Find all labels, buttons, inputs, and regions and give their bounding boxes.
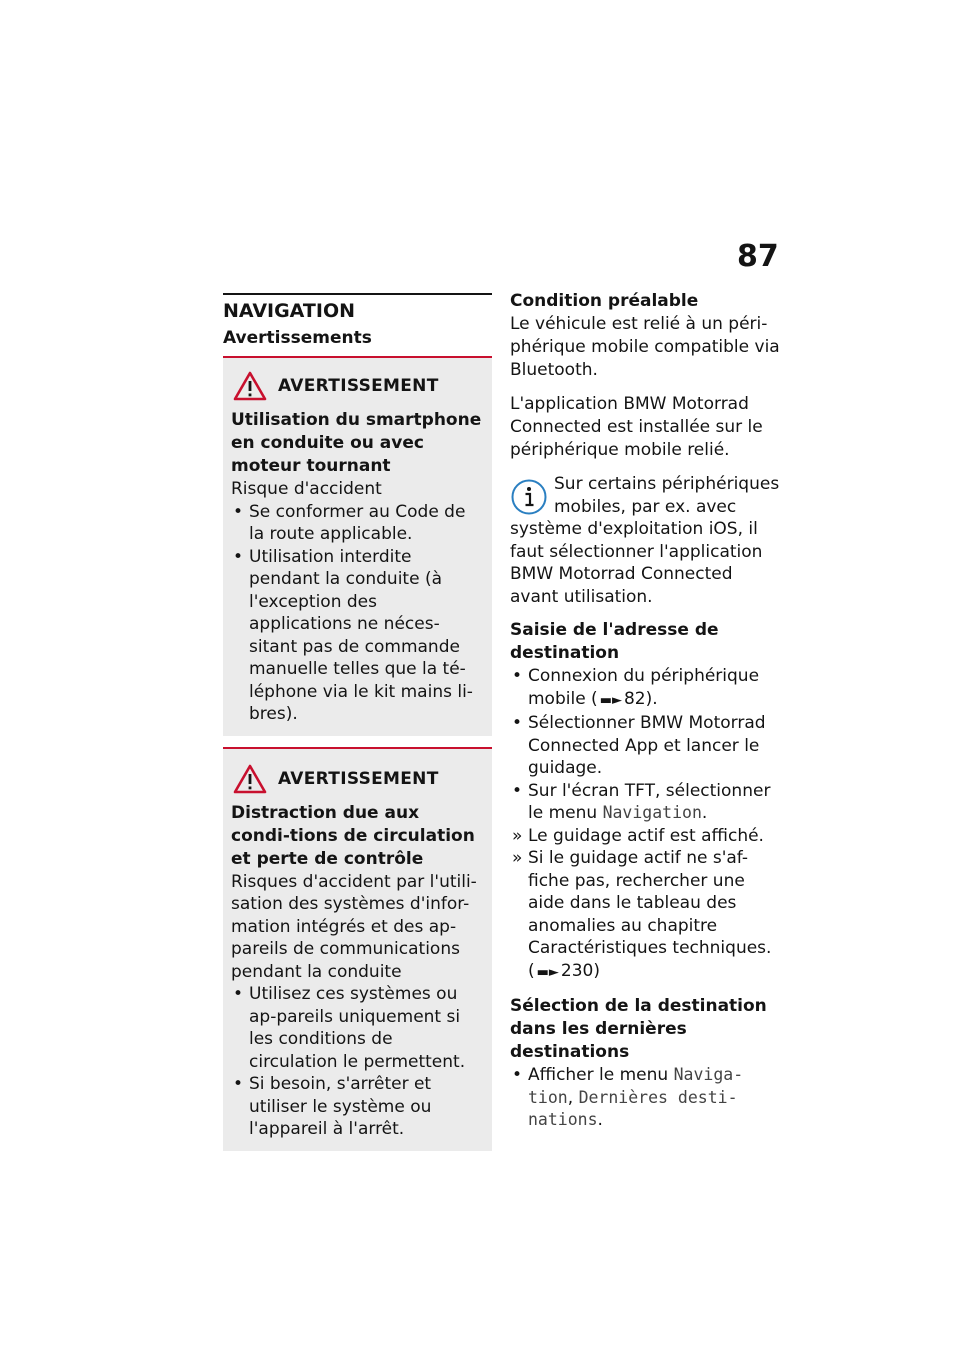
list-item: • Se conformer au Code de la route applicable. [233,501,466,544]
note-line: Sur certains périphériques [554,474,780,494]
menu-name: Navigation [602,803,702,822]
warning-bullet-list [231,983,483,1141]
warning-box-smartphone [223,358,492,736]
warning-title: Distraction due aux condi-tions de circulation et perte de contrôle [231,802,475,869]
warning-bullet-list [231,501,483,726]
warning-triangle-icon [233,371,267,401]
destination-entry-list [510,665,780,984]
recent-destination-heading: Sélection de la destination dans les dernières destinations [510,996,767,1062]
list-item: » Si le guidage actif ne s'af-fiche pas, rechercher une aide dans le tableau des anomalies au chapitre Caractéristiques techniques. ( ▬► 230) [512,848,772,981]
list-item: • Sur l'écran TFT, sélectionner le menu Navigation. [512,780,771,823]
info-note [510,473,780,608]
recent-destination-list [510,1064,780,1132]
menu-name: Naviga-tion [528,1065,744,1107]
left-column [223,293,492,1151]
list-item: • Utilisation interdite pendant la conduite (à l'exception des applications ne néces-sitant pas de commande manuelle telles que la té-léphone via le kit mains li-bres). [233,546,473,724]
right-column [510,290,780,1132]
note-text: système d'exploitation iOS, il faut sélectionner l'application BMW Motorrad Connected avant utilisation. [510,519,763,607]
arrow-reference-icon: ▬► [599,692,622,708]
list-item: • Si besoin, s'arrêter et utiliser le système ou l'appareil à l'arrêt. [233,1074,432,1139]
menu-name: Dernières desti-nations [528,1087,738,1129]
arrow-reference-icon: ▬► [536,964,559,980]
chapter-title: NAVIGATION [223,300,355,322]
warning-header [233,372,483,400]
list-item: • Connexion du périphérique mobile ( ▬► 82). [512,666,760,709]
list-item: • Utilisez ces systèmes ou ap-pareils uniquement si les conditions de circulation le permettent. [233,984,466,1072]
warning-label: AVERTISSEMENT [278,768,439,789]
warning-risk: Risque d'accident [231,479,382,499]
warning-label: AVERTISSEMENT [278,376,439,396]
warning-risk: Risques d'accident par l'utili-sation des systèmes d'infor-mation intégrés et des ap-pareils de communications pendant la conduite [231,871,477,982]
prerequisite-text-1: Le véhicule est relié à un péri-phérique mobile compatible via Bluetooth. [510,314,780,380]
warning-triangle-icon [233,764,267,794]
info-icon [510,478,548,516]
list-item: • Sélectionner BMW Motorrad Connected App et lancer le guidage. [512,713,766,778]
page-reference-link[interactable]: 230 [560,960,594,981]
list-item: » Le guidage actif est affiché. [512,825,764,846]
section-title: Avertissements [223,328,372,348]
prerequisite-text-2: L'application BMW Motorrad Connected est installée sur le périphérique mobile relié. [510,394,763,460]
page-number: 87 [737,239,779,274]
warning-title: Utilisation du smartphone en conduite ou avec moteur tournant [231,410,482,476]
destination-entry-heading: Saisie de l'adresse de destination [510,620,719,663]
warning-header [233,765,483,793]
chapter-rule [223,293,492,295]
note-line: mobiles, par ex. avec [554,496,737,517]
prerequisite-heading: Condition préalable [510,291,699,311]
page-reference-link[interactable]: 82 [623,688,646,709]
list-item: • Afficher le menu Naviga-tion, Dernières desti-nations. [512,1065,744,1130]
warning-box-distraction [223,747,492,1151]
